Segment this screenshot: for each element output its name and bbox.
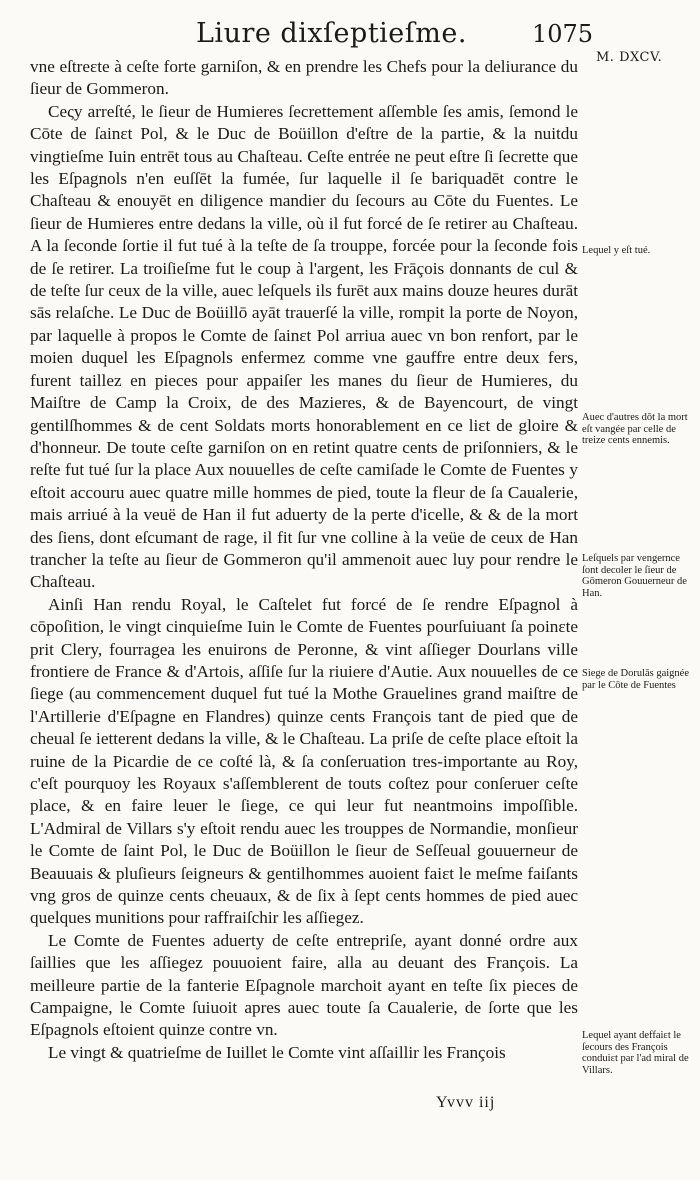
margin-note-4: Siege de Dorulās gaignée par le Cōte de Fuentes: [582, 668, 690, 691]
margin-note-2: Auec d'autres dōt la mort eſt vangée par celle de treize cents ennemis.: [582, 412, 688, 446]
running-head: [0, 18, 700, 65]
page-number: 1075: [532, 20, 594, 48]
signature-mark: Yvvv iij: [436, 1094, 496, 1111]
margin-note-5: Lequel ayant deffaiɛt le ſecours des François conduiɛt par l'ad miral de Villars.: [582, 1030, 689, 1076]
year-label: M. DXCV.: [596, 50, 663, 65]
margin-note-3: Leſquels par vengernce ſont decoler le ſieur de Gōmeron Gouuerneur de Han.: [582, 553, 687, 599]
paragraph-2: Ceςy arreſté, le ſieur de Humieres ſecrettement aſſemble ſes amis, ſemond le Cōte de ſainɛt Pol, & le Duc de Boüillon d'eſtre de la partie, & la nuitdu vingtieſme Iuin entrēt tous au Chaſteau. Ceſte entrée ne peut eſtre ſi ſecrette que les Eſpagnols n'en euſſēt la fumée, ſur laquelle il ſe bariquadēt contre le Chaſteau & enouyēt en diligence mandier du ſecours au Cōte du Fuentes. Le ſieur de Humieres entre dedans la ville, où il fut forcé de ſe retirer au Chaſteau. A la ſeconde ſortie il fut tué à la teſte de ſa trouppe, forcée pour la ſeconde fois de ſe retirer. La troiſieſme fut le coup à l'argent, les Frāçois donnants de cul & de teſte ſur ceux de la ville, auec leſquels ils furēt aux mains douze heures durāt sās relaſche. Le Duc de Boüillō ayāt trauerſé la ville, rompit la porte de Noyon, par laquelle à propos le Comte de ſainɛt Pol arriua auec vn bon renfort, par le moien duquel les Eſpagnols enfermez comme vne gauffre entre deux fers, furent taillez en pieces pour appaiſer les manes du ſieur de Humieres, du Maiſtre de Camp la Croix, de des Mazieres, & de Bayencourt, de vingt gentilſhommes & de cent Soldats morts honorablement en ce liɛt de gloire & d'honneur. De toute ceſte garniſon on en retint quatre cents de priſonniers, & le reſte fut tué ſur la place Aux nouuelles de ceſte camiſade le Comte de Fuentes y eſtoit accouru auec quatre mille hommes de pied, toute la fleur de ſa Caualerie, mais arriué à la veuë de Han il fut aduerty de la perte d'icelle, & & de la mort des ſiens, dont eſcumant de rage, il fit ſur vne colline à la veüe de ceux de Han trancher la teſte au ſieur de Gommeron qu'il ammenoit auec luy pour rendre le Chaſteau.: [30, 101, 578, 592]
margin-note-1: Lequel y eſt tué.: [582, 245, 651, 256]
paragraph-4: Le Comte de Fuentes aduerty de ceſte entrepriſe, ayant donné ordre aux ſaillies que les aſſiegez pouuoient faire, alla au deuant des François. La meilleure partie de la fanterie Eſpagnole marchoit ayant en teſte ſix pieces de Campaigne, le Comte ſuiuoit apres auec toute ſa Caualerie, de ſorte que les Eſpagnols eſtoient quinze contre vn.: [30, 930, 578, 1040]
paragraph-5: Le vingt & quatrieſme de Iuillet le Comte vint aſſaillir les François: [48, 1042, 506, 1062]
body-text: [30, 56, 578, 1064]
paragraph-3: Ainſi Han rendu Royal, le Caſtelet fut forcé de ſe rendre Eſpagnol à cōpoſition, le vingt cinquieſme Iuin le Comte de Fuentes pourſuiuant ſa poinɛte prit Clery, fourragea les enuirons de Peronne, & vint aſſieger Dourlans ville frontiere de France & d'Artois, aſſiſe ſur la riuiere d'Autie. Aux nouuelles de ce ſiege (au commencement duquel fut tué la Mothe Grauelines grand maiſtre de l'Artillerie d'Eſpagne en Flandres) quinze cents François tant de pied que de cheual ſe ietterent dedans la ville, & le Chaſteau. La priſe de ceſte place eſtoit la ruine de la Picardie de ce coſté là, & ſa conſeruation tres-importante au Roy, c'eſt pourquoy les Royaux s'aſſemblerent de touts coſtez pour conſeruer ceſte place, & en faire leuer le ſiege, ce qui leur fut neantmoins impoſſible. L'Admiral de Villars s'y eſtoit rendu auec les trouppes de Normandie, monſieur le Comte de ſaint Pol, le Duc de Boüillon le ſieur de Seſſeual gouuerneur de Beauuais & pluſieurs ſeigneurs & gentilhommes auoient faiɛt le meſme faiſants vng gros de quinze cents cheuaux, & de ſix à ſept cents hommes de pied auec quelques munitions pour raffraiſchir les aſſiegez.: [30, 594, 578, 928]
running-title: Liure dixſeptieſme.: [196, 18, 467, 49]
paragraph-1: vne eſtreɛte à ceſte forte garniſon, & en prendre les Chefs pour la deliurance du ſieur de Gommeron.: [30, 57, 578, 99]
